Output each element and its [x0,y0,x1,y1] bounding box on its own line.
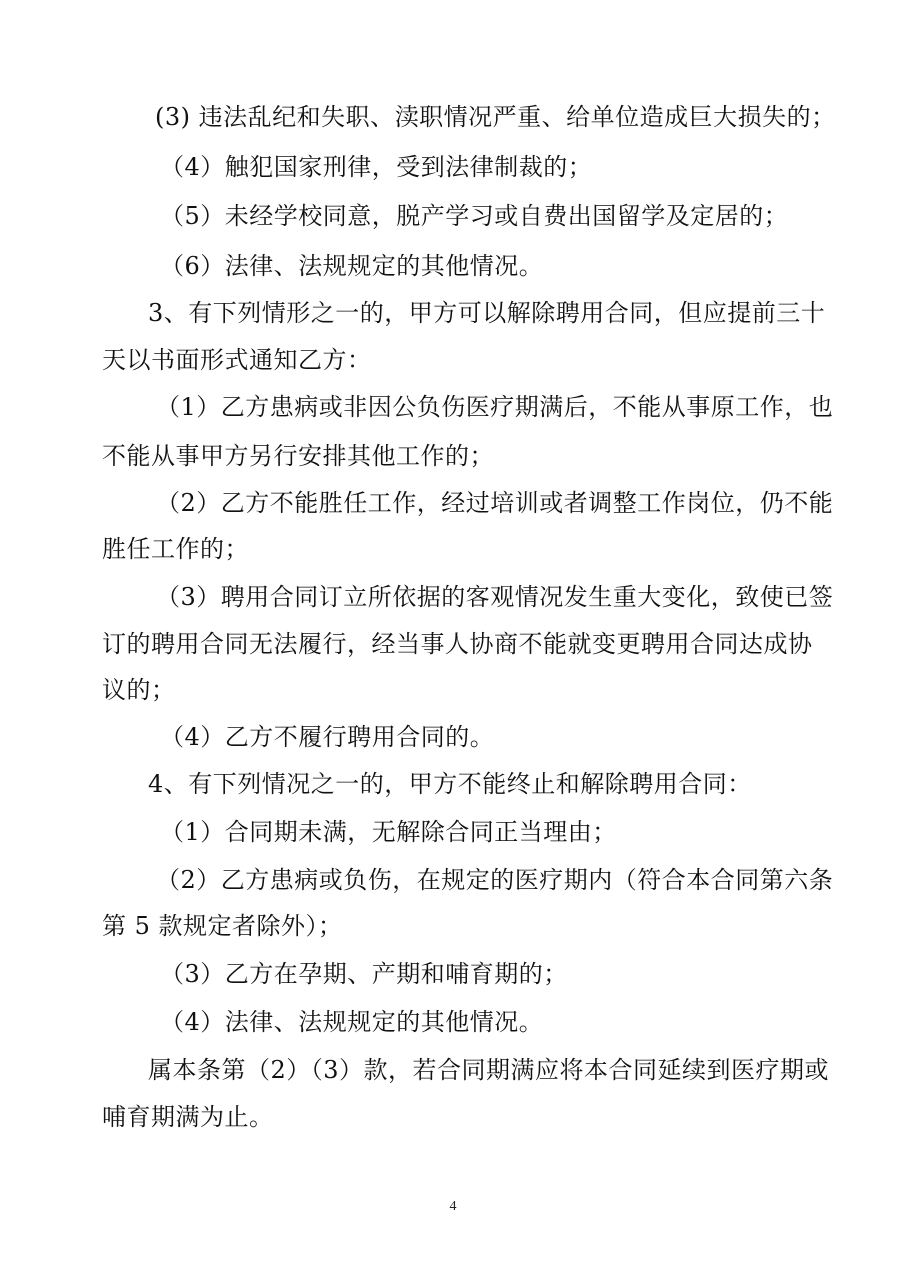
text-line: （6）法律、法规规定的其他情况。 [160,252,544,280]
text-line: 不能从事甲方另行安排其他工作的； [102,442,494,470]
text-line: （2）乙方患病或负伤，在规定的医疗期内（符合本合同第六条 [156,866,834,894]
text-line: 天以书面形式通知乙方： [102,346,372,374]
text-line: 哺育期满为止。 [102,1103,274,1131]
text-line: 订的聘用合同无法履行，经当事人协商不能就变更聘用合同达成协 [102,630,813,658]
text-line: （2）乙方不能胜任工作，经过培训或者调整工作岗位，仍不能 [156,489,834,517]
text-line: （3）聘用合同订立所依据的客观情况发生重大变化，致使已签 [156,583,834,611]
text-line: 胜任工作的； [102,535,249,563]
text-line: （5）未经学校同意，脱产学习或自费出国留学及定居的； [160,202,789,230]
text-line: 3、有下列情形之一的，甲方可以解除聘用合同，但应提前三十 [148,299,826,327]
text-line: 议的； [102,676,176,704]
text-line: （4）乙方不履行聘用合同的。 [160,723,495,751]
text-line: 属本条第（2）（3）款，若合同期满应将本合同延续到医疗期或 [148,1056,830,1084]
text-line: 4、有下列情况之一的，甲方不能终止和解除聘用合同： [148,770,752,798]
page-number: 4 [449,1199,457,1214]
text-line: （3）乙方在孕期、产期和哺育期的； [160,960,568,988]
text-line: （1）合同期未满，无解除合同正当理由； [160,818,617,846]
text-line: (3) 违法乱纪和失职、渎职情况严重、给单位造成巨大损失的； [155,103,836,131]
text-line: （4）触犯国家刑律，受到法律制裁的； [160,153,593,181]
text-line: （1）乙方患病或非因公负伤医疗期满后，不能从事原工作，也 [156,393,834,421]
text-line: 第 5 款规定者除外）； [102,912,343,940]
text-line: （4）法律、法规规定的其他情况。 [160,1008,544,1036]
